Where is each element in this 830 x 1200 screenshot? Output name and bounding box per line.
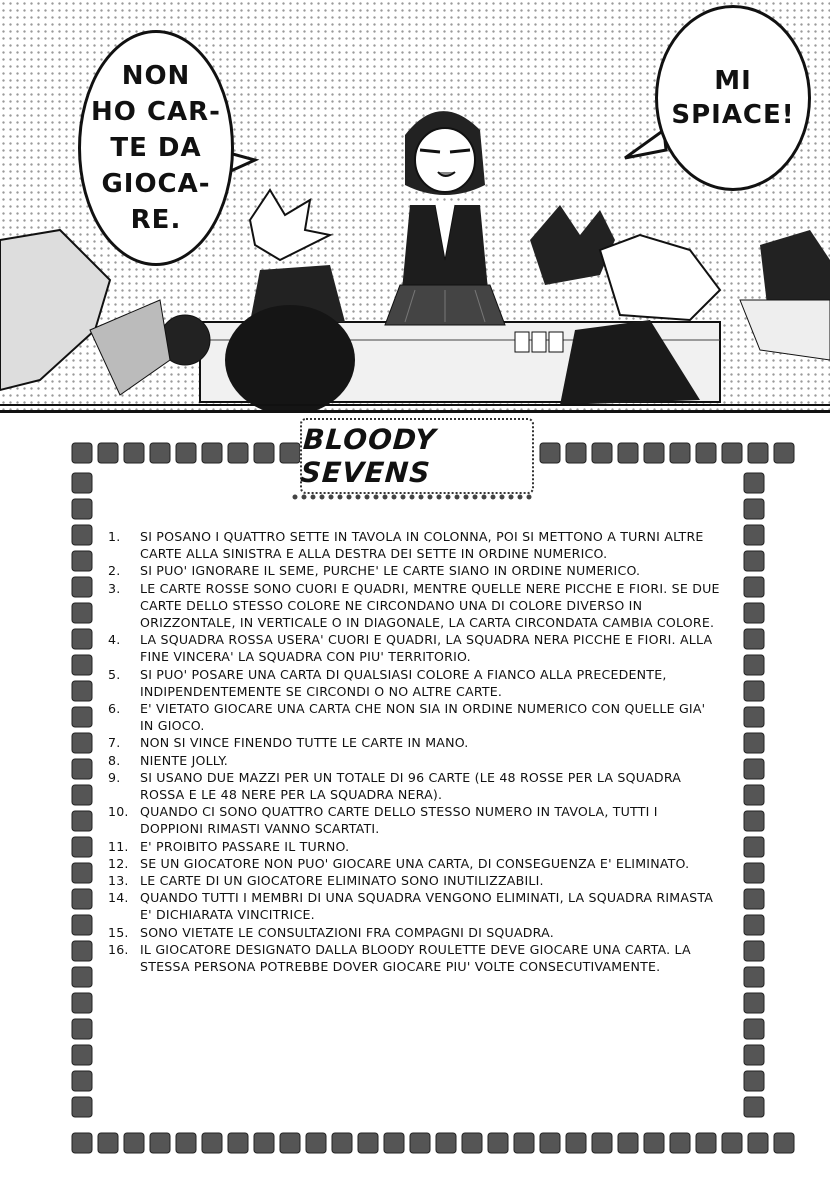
rule-text: LE CARTE ROSSE SONO CUORI E QUADRI, MENTRE QUELLE NERE PICCHE E FIORI. SE DUE CARTE DELLO STESSO COLORE NE CIRCONDANO UNA DI COLORE DIVERSO IN ORIZZONTALE, IN VERTICALE O IN DIAGONALE, LA CARTA CIRCONDATA CAMBIA COLORE.	[140, 580, 720, 631]
frame-square	[72, 551, 92, 571]
title-dot	[374, 495, 379, 500]
title-dot	[527, 495, 532, 500]
frame-square	[124, 1133, 144, 1153]
frame-square	[744, 1019, 764, 1039]
title-dot	[338, 495, 343, 500]
speech-bubble-right: MI SPIACE!	[655, 5, 811, 191]
rule-number: 16.	[108, 941, 129, 957]
rule-item	[108, 855, 720, 872]
frame-square	[72, 993, 92, 1013]
rule-text: SI POSANO I QUATTRO SETTE IN TAVOLA IN COLONNA, POI SI METTONO A TURNI ALTRE CARTE ALLA SINISTRA E ALLA DESTRA DEI SETTE IN ORDINE NUMERICO.	[140, 529, 704, 562]
frame-square	[744, 655, 764, 675]
rule-item	[108, 889, 720, 923]
frame-square	[644, 1133, 664, 1153]
rule-number: 4.	[108, 632, 121, 648]
frame-square	[744, 967, 764, 987]
frame-square	[744, 525, 764, 545]
rule-text: LE CARTE DI UN GIOCATORE ELIMINATO SONO INUTILIZZABILI.	[140, 873, 544, 889]
frame-square	[744, 837, 764, 857]
frame-square	[410, 1133, 430, 1153]
frame-square	[744, 941, 764, 961]
frame-square	[72, 967, 92, 987]
frame-square	[72, 837, 92, 857]
frame-square	[744, 915, 764, 935]
frame-square	[72, 785, 92, 805]
frame-square	[748, 1133, 768, 1153]
frame-square	[228, 443, 248, 463]
rule-text: E' PROIBITO PASSARE IL TURNO.	[140, 838, 350, 854]
rule-number: 6.	[108, 701, 121, 717]
title-dot	[437, 495, 442, 500]
title-dot	[518, 495, 523, 500]
rule-number: 8.	[108, 752, 121, 768]
frame-square	[744, 1045, 764, 1065]
title-dot	[401, 495, 406, 500]
rule-number: 13.	[108, 873, 129, 889]
frame-square	[644, 443, 664, 463]
frame-square	[72, 499, 92, 519]
rule-text: SI USANO DUE MAZZI PER UN TOTALE DI 96 CARTE (LE 48 ROSSE PER LA SQUADRA ROSSA E LE 48 NERE PER LA SQUADRA NERA).	[140, 769, 682, 803]
frame-square	[72, 759, 92, 779]
frame-square	[202, 443, 222, 463]
title-dot	[356, 495, 361, 500]
frame-square	[72, 681, 92, 701]
title-dot	[392, 495, 397, 500]
frame-square	[744, 577, 764, 597]
title-dot	[428, 495, 433, 500]
frame-square	[254, 1133, 274, 1153]
rule-item	[108, 941, 720, 975]
frame-square	[72, 915, 92, 935]
rule-item	[108, 562, 720, 579]
frame-square	[722, 443, 742, 463]
frame-square	[358, 1133, 378, 1153]
frame-square	[280, 1133, 300, 1153]
title-dot	[482, 495, 487, 500]
rule-number: 10.	[108, 804, 129, 820]
frame-square	[744, 993, 764, 1013]
rule-text: SI PUO' POSARE UNA CARTA DI QUALSIASI COLORE A FIANCO ALLA PRECEDENTE, INDIPENDENTEMENTE SE CIRCONDI O NO ALTRE CARTE.	[140, 666, 667, 699]
frame-square	[744, 785, 764, 805]
title-dot	[365, 495, 370, 500]
frame-square	[150, 1133, 170, 1153]
frame-square	[176, 443, 196, 463]
frame-square	[566, 1133, 586, 1153]
frame-square	[618, 1133, 638, 1153]
frame-square	[744, 889, 764, 909]
frame-square	[488, 1133, 508, 1153]
title-dot	[311, 495, 316, 500]
frame-square	[306, 1133, 326, 1153]
frame-square	[72, 863, 92, 883]
frame-square	[722, 1133, 742, 1153]
frame-square	[72, 525, 92, 545]
frame-square	[774, 1133, 794, 1153]
frame-square	[744, 811, 764, 831]
rule-item	[108, 838, 720, 855]
frame-square	[670, 443, 690, 463]
title-dot	[329, 495, 334, 500]
rule-item	[108, 769, 720, 803]
frame-square	[280, 443, 300, 463]
frame-square	[744, 1097, 764, 1117]
frame-square	[176, 1133, 196, 1153]
rule-text: LA SQUADRA ROSSA USERA' CUORI E QUADRI, LA SQUADRA NERA PICCHE E FIORI. ALLA FINE VINCERA' LA SQUADRA CON PIU' TERRITORIO.	[140, 632, 713, 665]
speech-bubble-left: NON HO CAR- TE DA GIOCA- RE.	[78, 30, 234, 266]
frame-square	[98, 1133, 118, 1153]
title-dot	[491, 495, 496, 500]
rule-number: 2.	[108, 563, 121, 579]
manga-panel	[0, 0, 830, 413]
title-dot	[473, 495, 478, 500]
title-dot	[446, 495, 451, 500]
frame-square	[744, 759, 764, 779]
rule-number: 7.	[108, 735, 121, 751]
frame-square	[202, 1133, 222, 1153]
frame-square	[744, 707, 764, 727]
frame-square	[72, 1133, 92, 1153]
rule-item	[108, 528, 720, 562]
frame-square	[72, 889, 92, 909]
frame-square	[744, 629, 764, 649]
frame-square	[462, 1133, 482, 1153]
frame-square	[72, 733, 92, 753]
rule-text: E' VIETATO GIOCARE UNA CARTA CHE NON SIA IN ORDINE NUMERICO CON QUELLE GIA' IN GIOCO.	[140, 701, 706, 734]
frame-square	[72, 707, 92, 727]
rule-item	[108, 803, 720, 837]
frame-square	[670, 1133, 690, 1153]
rule-item	[108, 924, 720, 941]
rule-number: 11.	[108, 838, 129, 854]
rule-number: 9.	[108, 769, 121, 785]
title-dot	[302, 495, 307, 500]
frame-square	[72, 655, 92, 675]
rule-text: QUANDO CI SONO QUATTRO CARTE DELLO STESSO NUMERO IN TAVOLA, TUTTI I DOPPIONI RIMASTI VANNO SCARTATI.	[140, 804, 658, 837]
title-dot	[320, 495, 325, 500]
frame-square	[436, 1133, 456, 1153]
rules-title: BLOODY SEVENS	[299, 423, 438, 489]
rule-text: SE UN GIOCATORE NON PUO' GIOCARE UNA CARTA, DI CONSEGUENZA E' ELIMINATO.	[140, 855, 690, 871]
frame-square	[98, 443, 118, 463]
frame-square	[72, 1071, 92, 1091]
frame-square	[72, 443, 92, 463]
rule-item	[108, 752, 720, 769]
rule-number: 12.	[108, 855, 129, 871]
frame-square	[72, 811, 92, 831]
frame-square	[696, 443, 716, 463]
rule-item	[108, 580, 720, 632]
frame-square	[72, 941, 92, 961]
rule-text: SONO VIETATE LE CONSULTAZIONI FRA COMPAGNI DI SQUADRA.	[140, 924, 554, 940]
rule-text: QUANDO TUTTI I MEMBRI DI UNA SQUADRA VENGONO ELIMINATI, LA SQUADRA RIMASTA E' DICHIARATA VINCITRICE.	[140, 890, 714, 923]
rule-item	[108, 631, 720, 665]
frame-square	[72, 473, 92, 493]
title-dot	[464, 495, 469, 500]
rule-number: 15.	[108, 924, 129, 940]
frame-square	[618, 443, 638, 463]
rule-number: 3.	[108, 580, 121, 596]
frame-square	[748, 443, 768, 463]
title-dot	[410, 495, 415, 500]
title-dot	[500, 495, 505, 500]
title-dot	[419, 495, 424, 500]
frame-square	[744, 551, 764, 571]
frame-square	[72, 577, 92, 597]
frame-square	[774, 443, 794, 463]
rule-number: 14.	[108, 890, 129, 906]
frame-square	[514, 1133, 534, 1153]
frame-square	[744, 863, 764, 883]
frame-square	[592, 1133, 612, 1153]
frame-square	[744, 499, 764, 519]
rule-number: 1.	[108, 529, 121, 544]
frame-square	[72, 603, 92, 623]
frame-square	[744, 733, 764, 753]
frame-square	[696, 1133, 716, 1153]
rule-item	[108, 700, 720, 734]
rule-number: 5.	[108, 666, 121, 682]
frame-square	[744, 473, 764, 493]
frame-square	[332, 1133, 352, 1153]
frame-square	[744, 681, 764, 701]
frame-square	[744, 1071, 764, 1091]
frame-square	[566, 443, 586, 463]
frame-square	[540, 1133, 560, 1153]
rule-item	[108, 734, 720, 751]
rule-item	[108, 666, 720, 700]
rule-text: IL GIOCATORE DESIGNATO DALLA BLOODY ROULETTE DEVE GIOCARE UNA CARTA. LA STESSA PERSONA POTREBBE DOVER GIOCARE PIU' VOLTE CONSECUTIVAMENTE.	[140, 941, 691, 975]
rule-text: NIENTE JOLLY.	[140, 752, 228, 768]
frame-square	[592, 443, 612, 463]
frame-square	[72, 629, 92, 649]
frame-square	[72, 1019, 92, 1039]
rules-list	[108, 528, 720, 975]
frame-square	[150, 443, 170, 463]
frame-square	[124, 443, 144, 463]
rule-item	[108, 872, 720, 889]
title-dot	[383, 495, 388, 500]
title-dot	[455, 495, 460, 500]
frame-square	[72, 1097, 92, 1117]
frame-square	[384, 1133, 404, 1153]
title-dot	[347, 495, 352, 500]
rule-text: SI PUO' IGNORARE IL SEME, PURCHE' LE CARTE SIANO IN ORDINE NUMERICO.	[140, 563, 641, 579]
frame-square	[540, 443, 560, 463]
frame-square	[254, 443, 274, 463]
title-box	[300, 418, 534, 494]
frame-square	[744, 603, 764, 623]
frame-square	[228, 1133, 248, 1153]
title-dot	[509, 495, 514, 500]
title-dot	[293, 495, 298, 500]
rule-text: NON SI VINCE FINENDO TUTTE LE CARTE IN MANO.	[140, 735, 469, 751]
frame-square	[72, 1045, 92, 1065]
